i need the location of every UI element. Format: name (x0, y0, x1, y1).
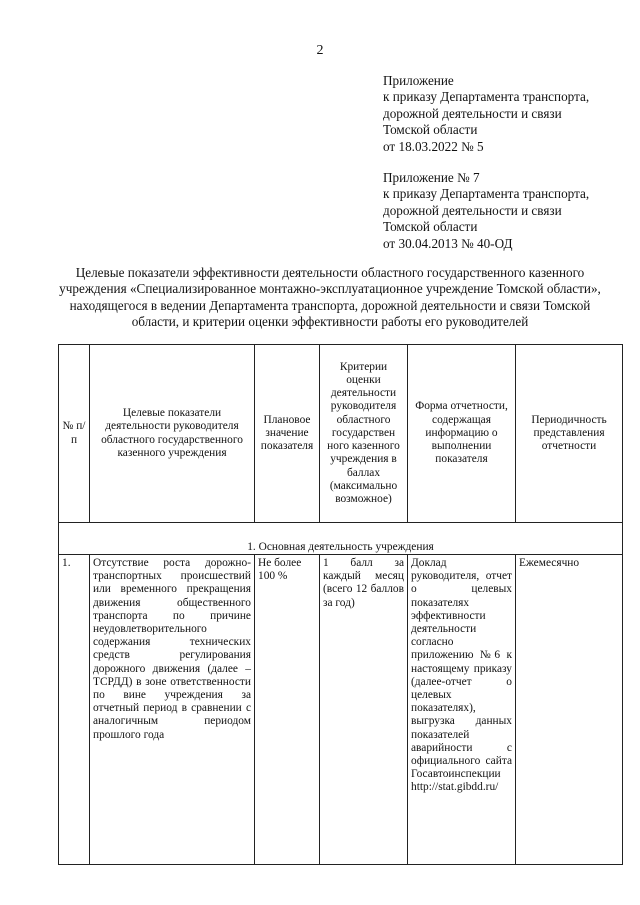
appendix-line: к приказу Департамента транспорта, (383, 89, 590, 105)
appendix-line: Приложение № 7 (383, 170, 480, 185)
row-frequency: Ежемесячно (516, 555, 623, 865)
page-number: 2 (316, 43, 324, 58)
header-indicator: Целевые показатели деятельности руководителя областного государственного казенного учреждения (90, 345, 255, 523)
appendix-line: Томской области (383, 219, 478, 235)
row-num: 1. (59, 555, 90, 865)
header-planned: Плановое значение показателя (255, 345, 320, 523)
table-row (59, 555, 623, 865)
row-criteria: 1 балл за каждый месяц (всего 12 баллов за год) (320, 555, 408, 865)
appendix-line: к приказу Департамента транспорта, (383, 186, 590, 202)
section-row (59, 523, 623, 555)
appendix-line: дорожной деятельности и связи (383, 105, 562, 121)
row-report-form: Доклад руководителя, отчет о целевых показателях эффективности деятельности согласно приложению №6 к настоящему приказу (далее-отчет о целевых показателях), выгрузка данных показателей аварийности с официального сайта Госавтоинспекции http://stat.gibdd.ru/ (408, 555, 516, 865)
row-indicator: Отсутствие роста дорожно-транспортных происшествий или временного прекращения движения общественного транспорта по причине неудовлетворительного содержания технических средств регулирования дорожного движения (далее – ТСРДД) в зоне ответственности по вине учреждения за отчетный период в сравнении с аналогичным периодом прошлого года (90, 555, 255, 865)
header-num: № п/п (59, 345, 90, 523)
appendix-line: от 30.04.2013 № 40-ОД (383, 235, 513, 251)
appendix-line: от 18.03.2022 № 5 (383, 138, 484, 154)
appendix-header-original (383, 170, 633, 252)
header-report-form: Форма отчетности, содержащая информацию о выполнении показателя (408, 345, 516, 523)
header-criteria: Критерии оценки деятельности руководителя областного государствен ного казенного учреждения в баллах (максимально возможное) (320, 345, 408, 523)
indicators-table (58, 344, 623, 865)
document-title: Целевые показатели эффективности деятельности областного государственного казенного учреждения «Специализированное монтажно-эксплуатационное учреждение Томской области», находящегося в ведении Департамента транспорта, дорожной деятельности и связи Томской области, и критерии оценки эффективности работы его руководителей (59, 265, 601, 330)
appendix-line: Приложение (383, 73, 454, 88)
appendix-header-current (383, 73, 633, 155)
appendix-line: дорожной деятельности и связи (383, 202, 562, 218)
section-title: 1. Основная деятельность учреждения (59, 523, 623, 555)
header-frequency: Периодичность представления отчетности (516, 345, 623, 523)
table-header-row (59, 345, 623, 523)
row-planned: Не более 100 % (255, 555, 320, 865)
appendix-line: Томской области (383, 122, 478, 138)
